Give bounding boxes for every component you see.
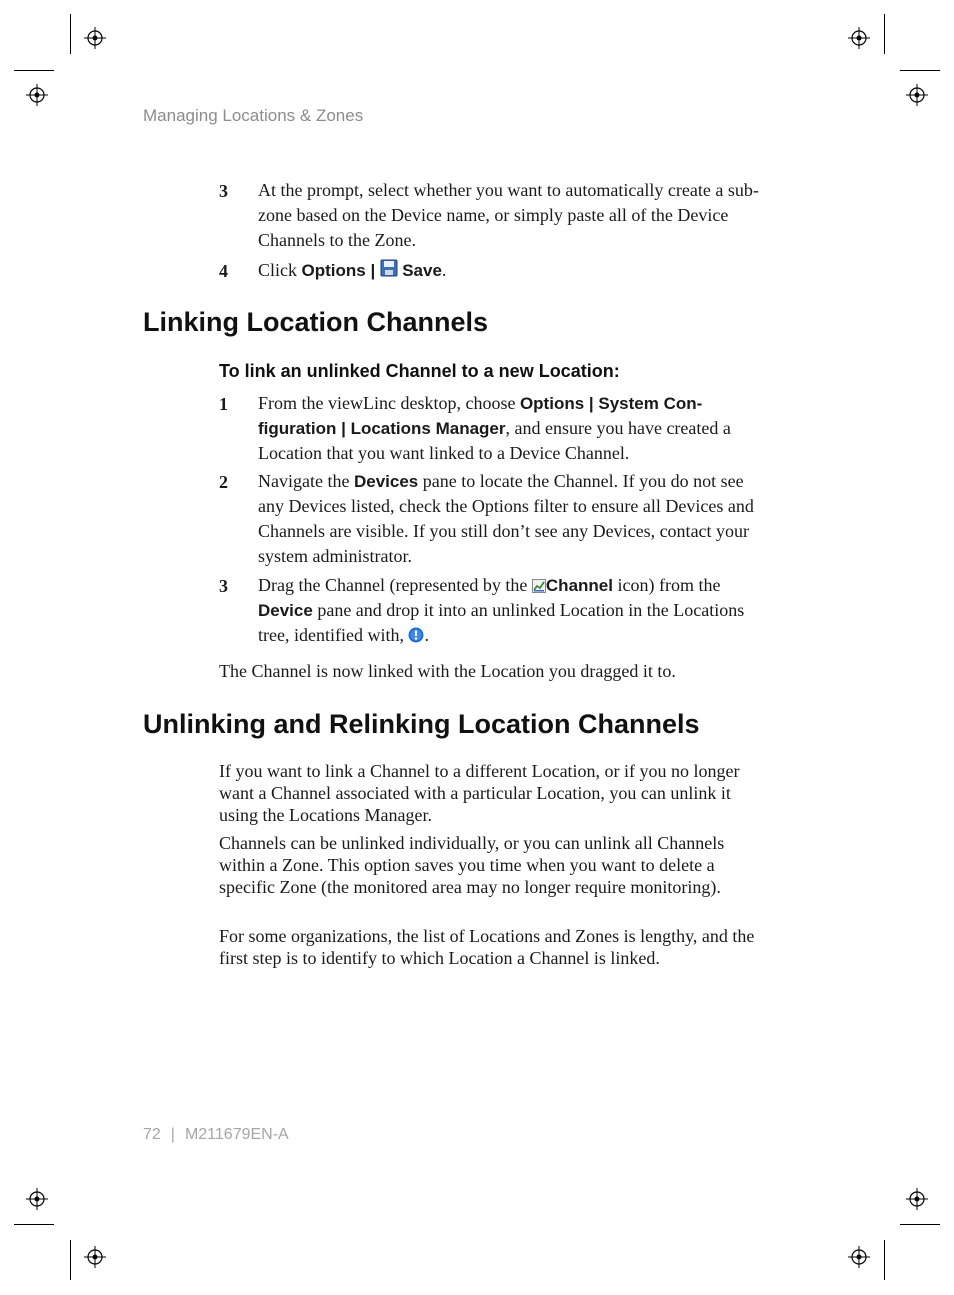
ui-device-label: Device [258,601,313,620]
step-post: pane and drop it into an unlinked Location in the Locations tree, identified with, [258,600,745,645]
footer-separator: | [170,1126,175,1143]
ui-options-label: Options | [301,261,376,280]
step-post: pane to locate the Channel. If you do not see any Devices listed, check the Options filter to ensure all Devices and Channels are visible. If you still don’t see any Devices, contact your system administrator. [258,471,754,566]
save-icon [380,259,398,277]
crop-mark-br-h [900,1224,940,1225]
registration-mark-icon [26,84,48,106]
body-paragraph: If you want to link a Channel to a different Location, or if you no longer want a Channel associated with a particular Location, you can unlink it using the Locations Manager. [219,761,740,825]
crop-mark-tl-h [14,70,54,71]
step-text [258,573,764,648]
step-pre: From the viewLinc desktop, choose [258,393,520,413]
ui-menu-path-line1: Options | System Con- [519,394,703,413]
registration-mark-icon [848,27,870,49]
section-heading-linking: Linking Location Channels [143,307,489,337]
step-number: 3 [219,576,228,596]
step-prefix: Click [258,260,302,280]
ui-devices-label: Devices [353,472,419,491]
page-number: 72 [143,1126,161,1143]
step-1 [219,391,764,466]
step-number: 3 [219,181,228,201]
running-header: Managing Locations & Zones [143,106,364,125]
page-footer [143,1126,289,1144]
step-post: , and ensure you have created a Location that you want linked to a Device Channel. [258,418,731,463]
unlinked-location-icon [408,627,424,643]
step-text: At the prompt, select whether you want to automatically create a sub-zone based on the Device name, or simply paste all of the Device Channels to the Zone. [258,180,759,250]
step-number: 1 [219,394,228,414]
step-text [258,469,764,569]
registration-mark-icon [906,1188,928,1210]
registration-mark-icon [26,1188,48,1210]
crop-mark-tr-v [884,14,885,54]
step-number: 2 [219,472,228,492]
crop-mark-br-v [884,1240,885,1280]
registration-mark-icon [906,84,928,106]
step-2 [219,469,764,569]
step-end: . [424,625,429,645]
section-heading-unlinking: Unlinking and Relinking Location Channels [143,709,700,739]
ui-save-label: Save [402,261,442,280]
crop-mark-tl-v [70,14,71,54]
step-pre: Navigate the [258,471,354,491]
registration-mark-icon [84,27,106,49]
crop-mark-bl-h [14,1224,54,1225]
step-number: 4 [219,261,228,281]
ui-menu-path-line2: figuration | Locations Manager [258,419,506,438]
step-mid: icon) from the [612,575,721,595]
registration-mark-icon [84,1246,106,1268]
step-text [258,391,764,466]
result-paragraph: The Channel is now linked with the Location you dragged it to. [219,661,676,681]
crop-mark-bl-v [70,1240,71,1280]
ui-channel-label: Channel [545,576,613,595]
crop-mark-tr-h [900,70,940,71]
step-pre: Drag the Channel (represented by the [258,575,532,595]
body-paragraph: Channels can be unlinked individually, or you can unlink all Channels within a Zone. This option saves you time when you want to delete a specific Zone (the monitored area may no longer require monitoring). [219,833,725,897]
step-3-top [219,178,764,253]
registration-mark-icon [848,1246,870,1268]
body-paragraph: For some organizations, the list of Locations and Zones is lengthy, and the first step is to identify to which Location a Channel is linked. [219,926,755,968]
document-id: M211679EN-A [184,1126,289,1143]
channel-icon [532,579,546,593]
procedure-title: To link an unlinked Channel to a new Location: [219,361,620,381]
step-text [258,258,764,283]
step-4-top [219,258,764,283]
step-suffix: . [441,260,447,280]
step-3 [219,573,764,648]
